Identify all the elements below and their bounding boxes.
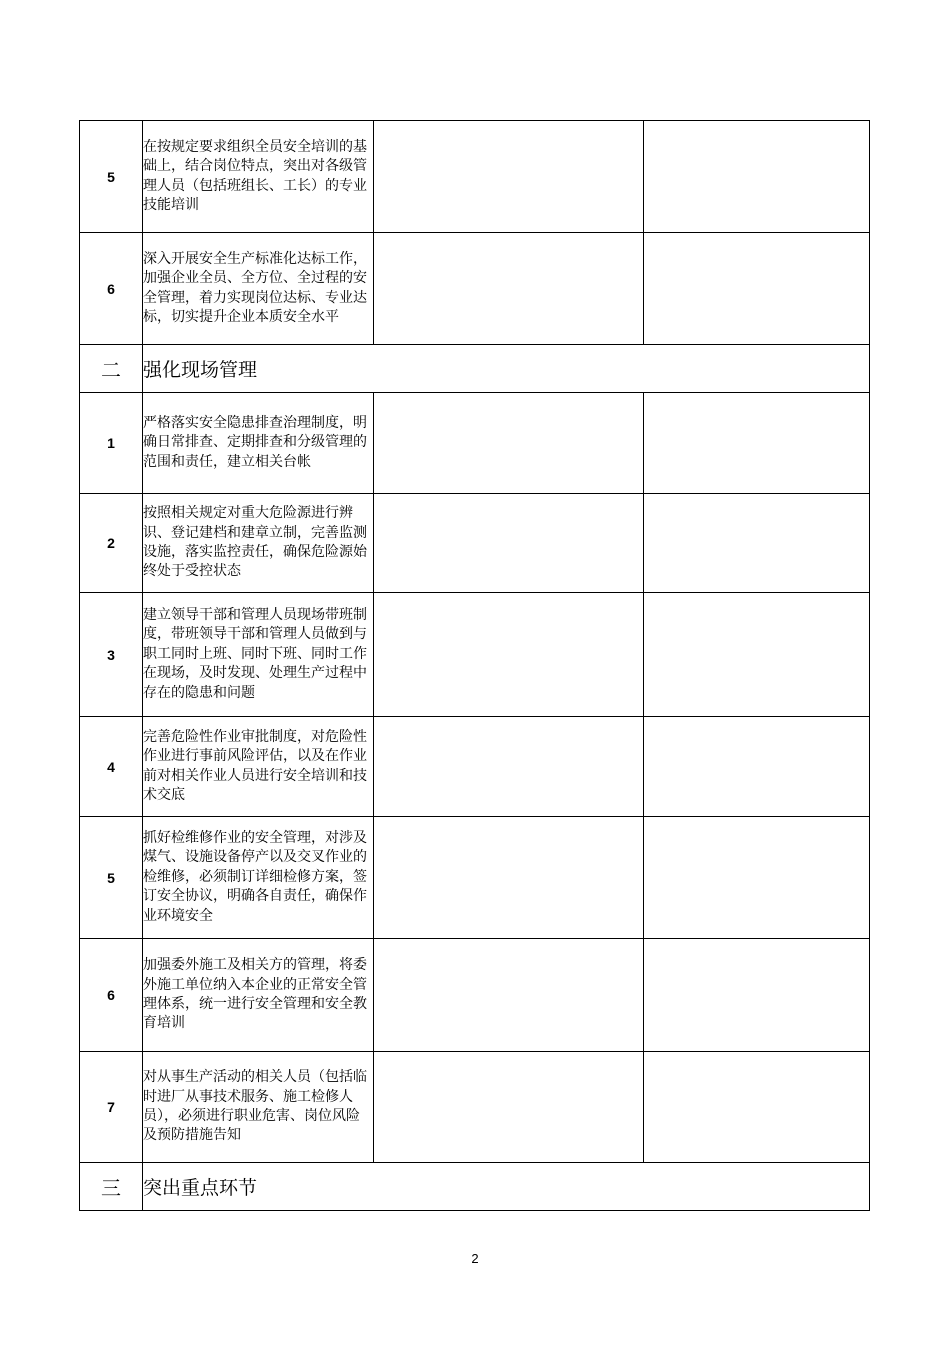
row-item-text: 加强委外施工及相关方的管理，将委外施工单位纳入本企业的正常安全管理体系，统一进行安全管理和安全教育培训 [143, 939, 374, 1052]
row-number: 5 [80, 817, 143, 939]
row-number: 1 [80, 393, 143, 494]
section-number: 二 [80, 345, 143, 393]
empty-cell [644, 393, 870, 494]
section-header-row [80, 345, 870, 393]
empty-cell [374, 494, 644, 593]
row-item-text: 对从事生产活动的相关人员（包括临时进厂从事技术服务、施工检修人员），必须进行职业危害、岗位风险及预防措施告知 [143, 1052, 374, 1163]
empty-cell [644, 717, 870, 817]
section-number: 三 [80, 1163, 143, 1211]
section-header-row [80, 1163, 870, 1211]
empty-cell [644, 233, 870, 345]
empty-cell [374, 1052, 644, 1163]
table-row [80, 593, 870, 717]
checklist-table [79, 120, 870, 1211]
table-row [80, 233, 870, 345]
empty-cell [374, 593, 644, 717]
row-item-text: 深入开展安全生产标准化达标工作，加强企业全员、全方位、全过程的安全管理，着力实现岗位达标、专业达标，切实提升企业本质安全水平 [143, 233, 374, 345]
empty-cell [644, 494, 870, 593]
empty-cell [644, 817, 870, 939]
row-number: 5 [80, 121, 143, 233]
table-row [80, 1052, 870, 1163]
row-item-text: 抓好检维修作业的安全管理，对涉及煤气、设施设备停产以及交叉作业的检维修，必须制订详细检修方案，签订安全协议，明确各自责任，确保作业环境安全 [143, 817, 374, 939]
row-item-text: 建立领导干部和管理人员现场带班制度，带班领导干部和管理人员做到与职工同时上班、同时下班、同时工作在现场，及时发现、处理生产过程中存在的隐患和问题 [143, 593, 374, 717]
row-item-text: 完善危险性作业审批制度，对危险性作业进行事前风险评估，以及在作业前对相关作业人员进行安全培训和技术交底 [143, 717, 374, 817]
empty-cell [374, 817, 644, 939]
empty-cell [644, 121, 870, 233]
section-title: 突出重点环节 [143, 1163, 870, 1211]
row-number: 3 [80, 593, 143, 717]
table-row [80, 393, 870, 494]
row-item-text: 按照相关规定对重大危险源进行辨识、登记建档和建章立制，完善监测设施，落实监控责任，确保危险源始终处于受控状态 [143, 494, 374, 593]
empty-cell [644, 593, 870, 717]
empty-cell [644, 939, 870, 1052]
empty-cell [374, 233, 644, 345]
empty-cell [374, 939, 644, 1052]
row-number: 6 [80, 939, 143, 1052]
empty-cell [374, 121, 644, 233]
empty-cell [374, 393, 644, 494]
empty-cell [644, 1052, 870, 1163]
row-item-text: 在按规定要求组织全员安全培训的基础上，结合岗位特点，突出对各级管理人员（包括班组长、工长）的专业技能培训 [143, 121, 374, 233]
table-row [80, 494, 870, 593]
row-number: 6 [80, 233, 143, 345]
empty-cell [374, 717, 644, 817]
table-row [80, 717, 870, 817]
row-number: 7 [80, 1052, 143, 1163]
row-number: 2 [80, 494, 143, 593]
table-row [80, 939, 870, 1052]
page-number: 2 [471, 1251, 479, 1266]
section-title: 强化现场管理 [143, 345, 870, 393]
row-item-text: 严格落实安全隐患排查治理制度，明确日常排查、定期排查和分级管理的范围和责任，建立相关台帐 [143, 393, 374, 494]
table-row [80, 121, 870, 233]
table-row [80, 817, 870, 939]
row-number: 4 [80, 717, 143, 817]
